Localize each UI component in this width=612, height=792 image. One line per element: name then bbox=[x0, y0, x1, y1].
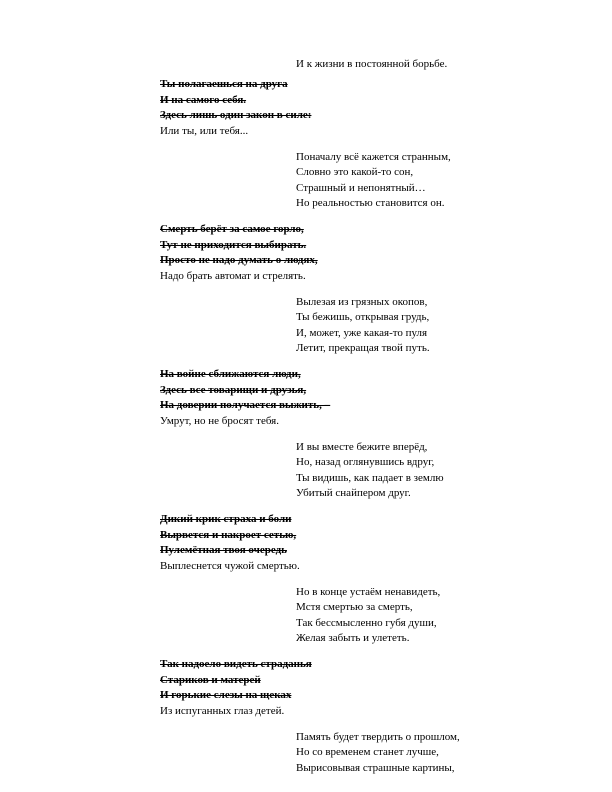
poem-line: Так надоело видеть страданья bbox=[160, 658, 312, 670]
poem-line: Желая забыть и улететь. bbox=[296, 632, 410, 644]
poem-line: Выплеснется чужой смертью. bbox=[160, 560, 300, 572]
poem-line: Смерть берёт за самое горло, bbox=[160, 223, 304, 235]
poem-line: И вы вместе бежите вперёд, bbox=[296, 441, 428, 453]
poem-line: Мстя смертью за смерть, bbox=[296, 601, 413, 613]
poem-line: Словно это какой-то сон, bbox=[296, 166, 414, 178]
poem-line: Здесь все товарищи и друзья, bbox=[160, 384, 307, 396]
poem-line: Память будет твердить о прошлом, bbox=[296, 731, 460, 743]
poem-line: Стариков и матерей bbox=[160, 674, 261, 686]
poem-line: На доверии получается выжить, – bbox=[160, 399, 331, 411]
poem-line: Вылезая из грязных окопов, bbox=[296, 296, 428, 308]
poem-line: Так бессмысленно губя души, bbox=[296, 617, 437, 629]
poem-line: Ты полагаешься на друга bbox=[160, 78, 288, 90]
poem-line: На войне сближаются люди, bbox=[160, 368, 301, 380]
poem-line: Но со временем станет лучше, bbox=[296, 746, 439, 758]
poem-line: Страшный и непонятный… bbox=[296, 182, 426, 194]
poem-line: И, может, уже какая-то пуля bbox=[296, 327, 428, 339]
poem-line: Умрут, но не бросят тебя. bbox=[160, 415, 279, 427]
poem-line: Из испуганных глаз детей. bbox=[160, 705, 285, 717]
poem-line: Пулемётная твоя очередь bbox=[160, 544, 287, 556]
poem-line: Просто не надо думать о людях, bbox=[160, 254, 318, 266]
poem-line: Или ты, или тебя... bbox=[160, 125, 249, 137]
poem-line: Летит, прекращая твой путь. bbox=[296, 342, 430, 354]
poem-line: Поначалу всё кажется странным, bbox=[296, 151, 451, 163]
poem-line: Ты видишь, как падает в землю bbox=[296, 472, 444, 484]
opening-line: И к жизни в постоянной борьбе. bbox=[296, 58, 448, 70]
poem-line: Но в конце устаём ненавидеть, bbox=[296, 586, 441, 598]
poem-line: Надо брать автомат и стрелять. bbox=[160, 270, 306, 282]
poem-line: Но, назад оглянувшись вдруг, bbox=[296, 456, 435, 468]
poem-line: Убитый снайпером друг. bbox=[296, 487, 411, 499]
poem-line: Вырисовывая страшные картины, bbox=[296, 762, 455, 774]
poem-line: Вырвется и накроет сетью, bbox=[160, 529, 297, 541]
poem-line: Ты бежишь, открывая грудь, bbox=[296, 311, 430, 323]
poem-line: Тут не приходится выбирать. bbox=[160, 239, 307, 251]
poem-line: Здесь лишь один закон в силе: bbox=[160, 109, 312, 121]
poem-line: Дикий крик страха и боли bbox=[160, 513, 292, 525]
poem-line: Но реальностью становится он. bbox=[296, 197, 445, 209]
poem-line: И на самого себя. bbox=[160, 94, 247, 106]
poem-line: И горькие слезы на щеках bbox=[160, 689, 292, 701]
